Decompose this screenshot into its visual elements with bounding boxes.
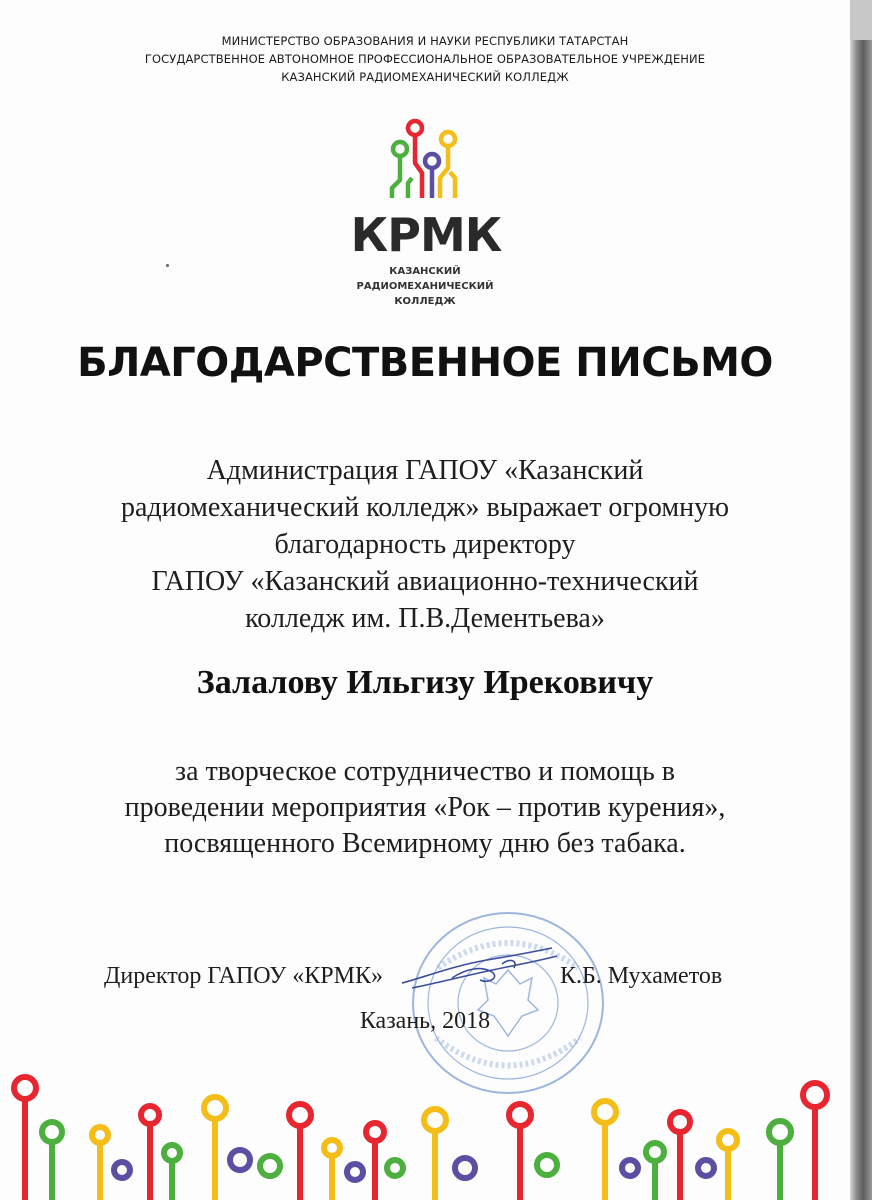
- logo-abbreviation: КРМК: [350, 208, 502, 262]
- scan-speck: [166, 264, 169, 267]
- scan-edge: [850, 0, 872, 1200]
- signer-name: К.Б. Мухаметов: [560, 963, 723, 989]
- body-line-1: Администрация ГАПОУ «Казанский: [206, 455, 644, 486]
- body-line-3: благодарность директору: [274, 529, 576, 560]
- body-line-5: колледж им. П.В.Дементьева»: [245, 603, 605, 634]
- body-line-2: радиомеханический колледж» выражает огромную: [120, 492, 729, 523]
- decorative-pins-border: [0, 1060, 850, 1200]
- header-institution-type: ГОСУДАРСТВЕННОЕ АВТОНОМНОЕ ПРОФЕССИОНАЛЬНОЕ ОБРАЗОВАТЕЛЬНОЕ УЧРЕЖДЕНИЕ: [144, 52, 706, 66]
- logo-sub-line-2: РАДИОМЕХАНИЧЕСКИЙ: [356, 281, 494, 292]
- scan-edge-top: [850, 0, 872, 40]
- body-line-4: ГАПОУ «Казанский авиационно-технический: [151, 566, 699, 597]
- reason-line-2: проведении мероприятия «Рок – против курения»,: [124, 792, 726, 823]
- logo-sub-line-3: КОЛЛЕДЖ: [394, 296, 456, 307]
- reason-line-1: за творческое сотрудничество и помощь в: [175, 756, 675, 787]
- handwritten-signature-icon: [392, 938, 562, 1008]
- place-and-year: Казань, 2018: [359, 1008, 491, 1034]
- signer-position: Директор ГАПОУ «КРМК»: [104, 963, 383, 989]
- letter-title: БЛАГОДАРСТВЕННОЕ ПИСЬМО: [77, 340, 773, 386]
- reason-line-3: посвященного Всемирному дню без табака.: [164, 828, 686, 859]
- header-college-name: КАЗАНСКИЙ РАДИОМЕХАНИЧЕСКИЙ КОЛЛЕДЖ: [281, 70, 569, 84]
- logo-sub-line-1: КАЗАНСКИЙ: [389, 266, 461, 277]
- header-ministry: МИНИСТЕРСТВО ОБРАЗОВАНИЯ И НАУКИ РЕСПУБЛИКИ ТАТАРСТАН: [221, 34, 629, 48]
- recipient-name: Залалову Ильгизу Ирековичу: [196, 664, 654, 701]
